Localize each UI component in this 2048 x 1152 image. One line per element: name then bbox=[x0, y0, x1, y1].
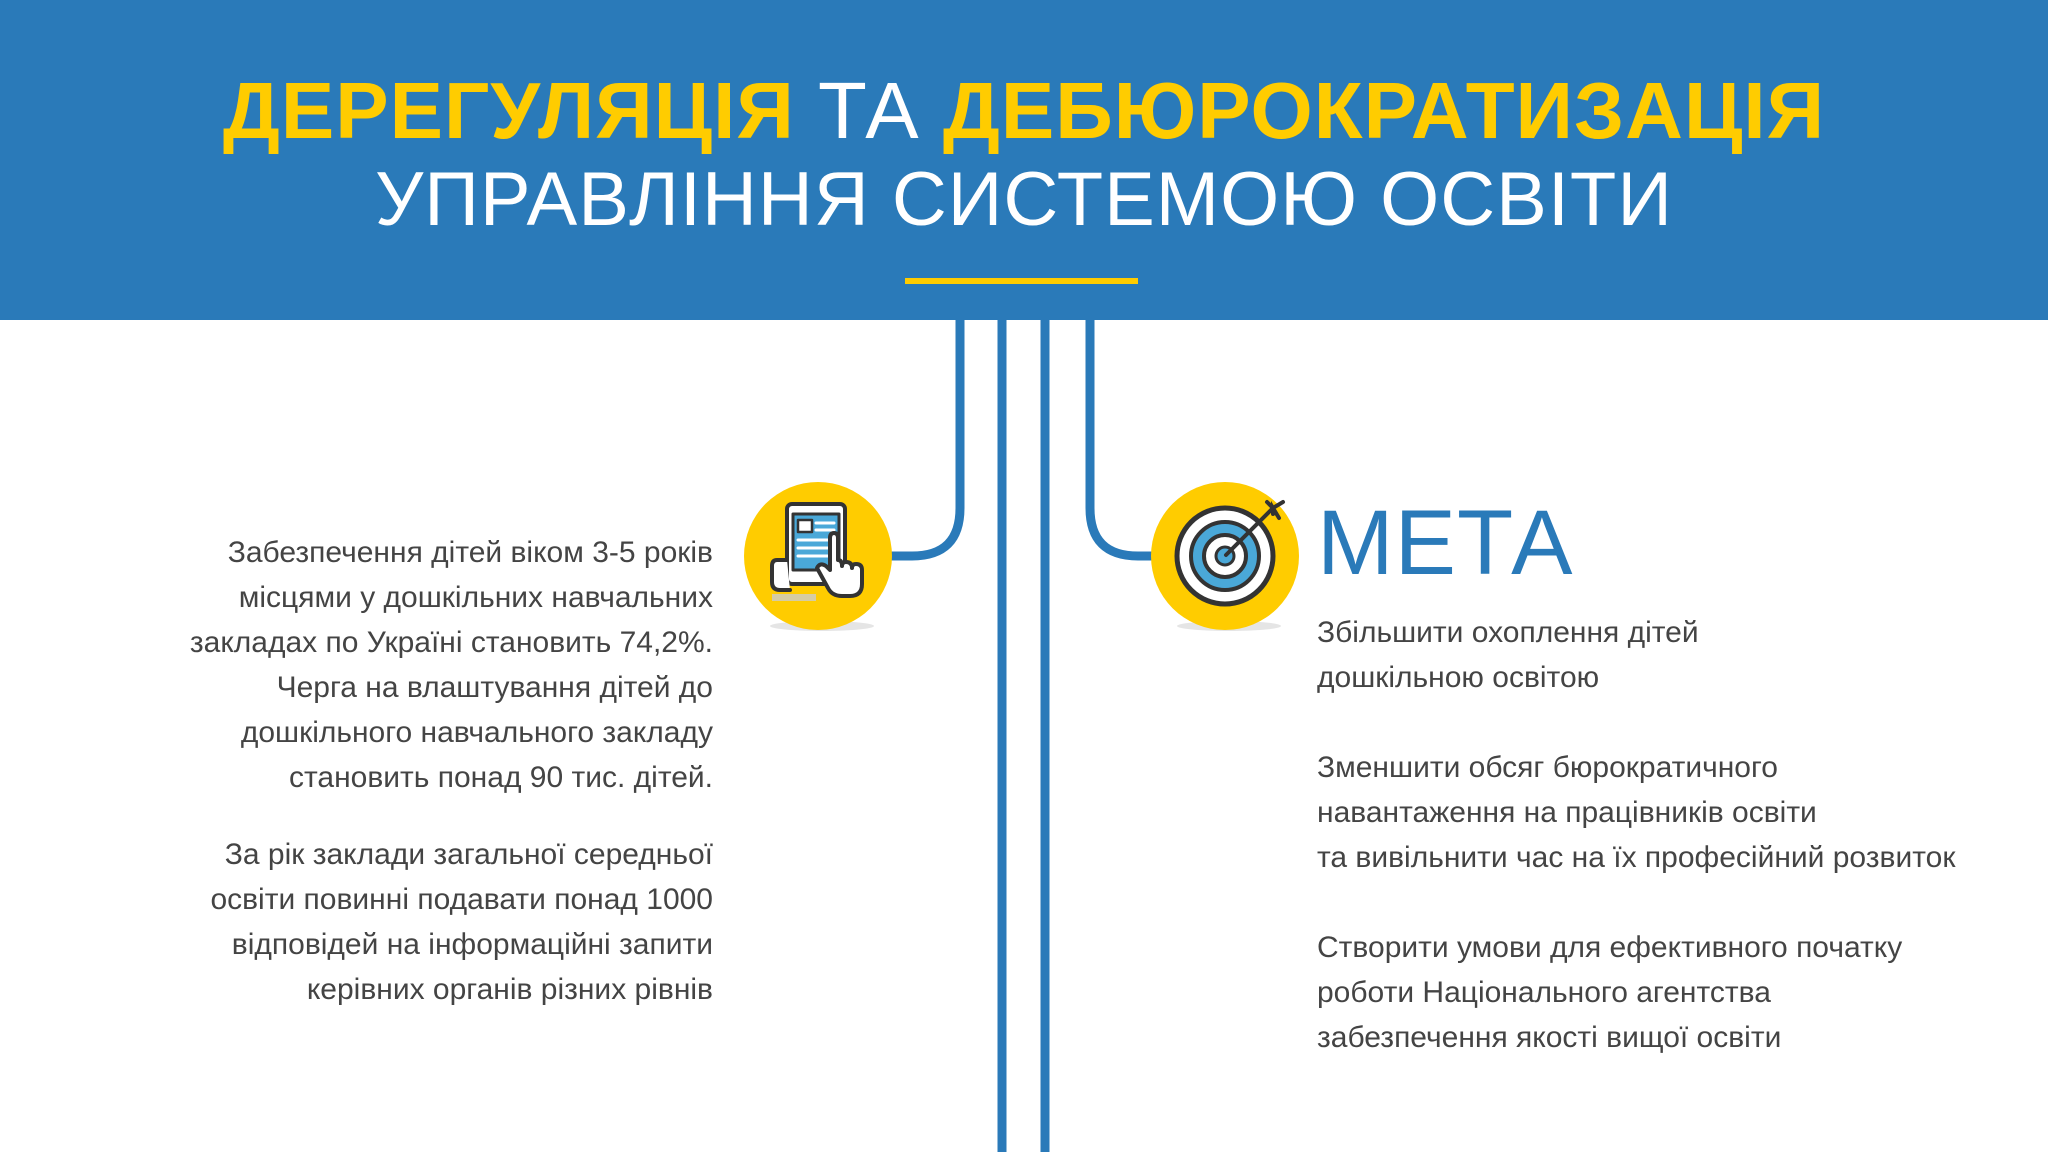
text-line: освіти повинні подавати понад 1000 bbox=[210, 883, 713, 916]
goal-item bbox=[1317, 925, 2037, 1060]
problem-paragraph bbox=[100, 832, 713, 1012]
goal-item bbox=[1317, 610, 2037, 700]
title-highlight-debureaucratization: ДЕБЮРОКРАТИЗАЦІЯ bbox=[942, 66, 1826, 155]
text-line: навантаження на працівників освіти bbox=[1317, 796, 1817, 829]
text-line: роботи Національного агентства bbox=[1317, 976, 1771, 1009]
tablet-touch-icon bbox=[742, 480, 894, 632]
text-line: місцями у дошкільних навчальних bbox=[238, 581, 713, 614]
text-line: та вивільнити час на їх професійний розвиток bbox=[1317, 841, 1956, 874]
problem-paragraph bbox=[100, 530, 713, 800]
target-arrow-icon bbox=[1149, 480, 1301, 632]
text-line: Створити умови для ефективного початку bbox=[1317, 931, 1903, 964]
text-line: Черга на влаштування дітей до bbox=[276, 671, 713, 704]
page-subtitle: УПРАВЛІННЯ СИСТЕМОЮ ОСВІТИ bbox=[375, 157, 1673, 242]
text-line: За рік заклади загальної середньої bbox=[224, 838, 713, 871]
text-line: становить понад 90 тис. дітей. bbox=[289, 761, 713, 794]
text-line: Зменшити обсяг бюрократичного bbox=[1317, 751, 1778, 784]
text-line: дошкільною освітою bbox=[1317, 661, 1600, 694]
title-conjunction: ТА bbox=[818, 66, 920, 155]
text-line: відповідей на інформаційні запити bbox=[231, 928, 713, 961]
problem-description bbox=[100, 530, 713, 1044]
text-line: дошкільного навчального закладу bbox=[240, 716, 713, 749]
goal-item bbox=[1317, 745, 2037, 880]
goal-title: МЕТА bbox=[1317, 492, 1574, 594]
text-line: Збільшити охоплення дітей bbox=[1317, 616, 1699, 649]
text-line: керівних органів різних рівнів bbox=[306, 973, 713, 1006]
goal-list bbox=[1317, 610, 2037, 1105]
text-line: закладах по Україні становить 74,2%. bbox=[189, 626, 713, 659]
text-line: Забезпечення дітей віком 3-5 років bbox=[227, 536, 713, 569]
text-line: забезпечення якості вищої освіти bbox=[1317, 1021, 1782, 1054]
title-highlight-deregulation: ДЕРЕГУЛЯЦІЯ bbox=[222, 66, 795, 155]
